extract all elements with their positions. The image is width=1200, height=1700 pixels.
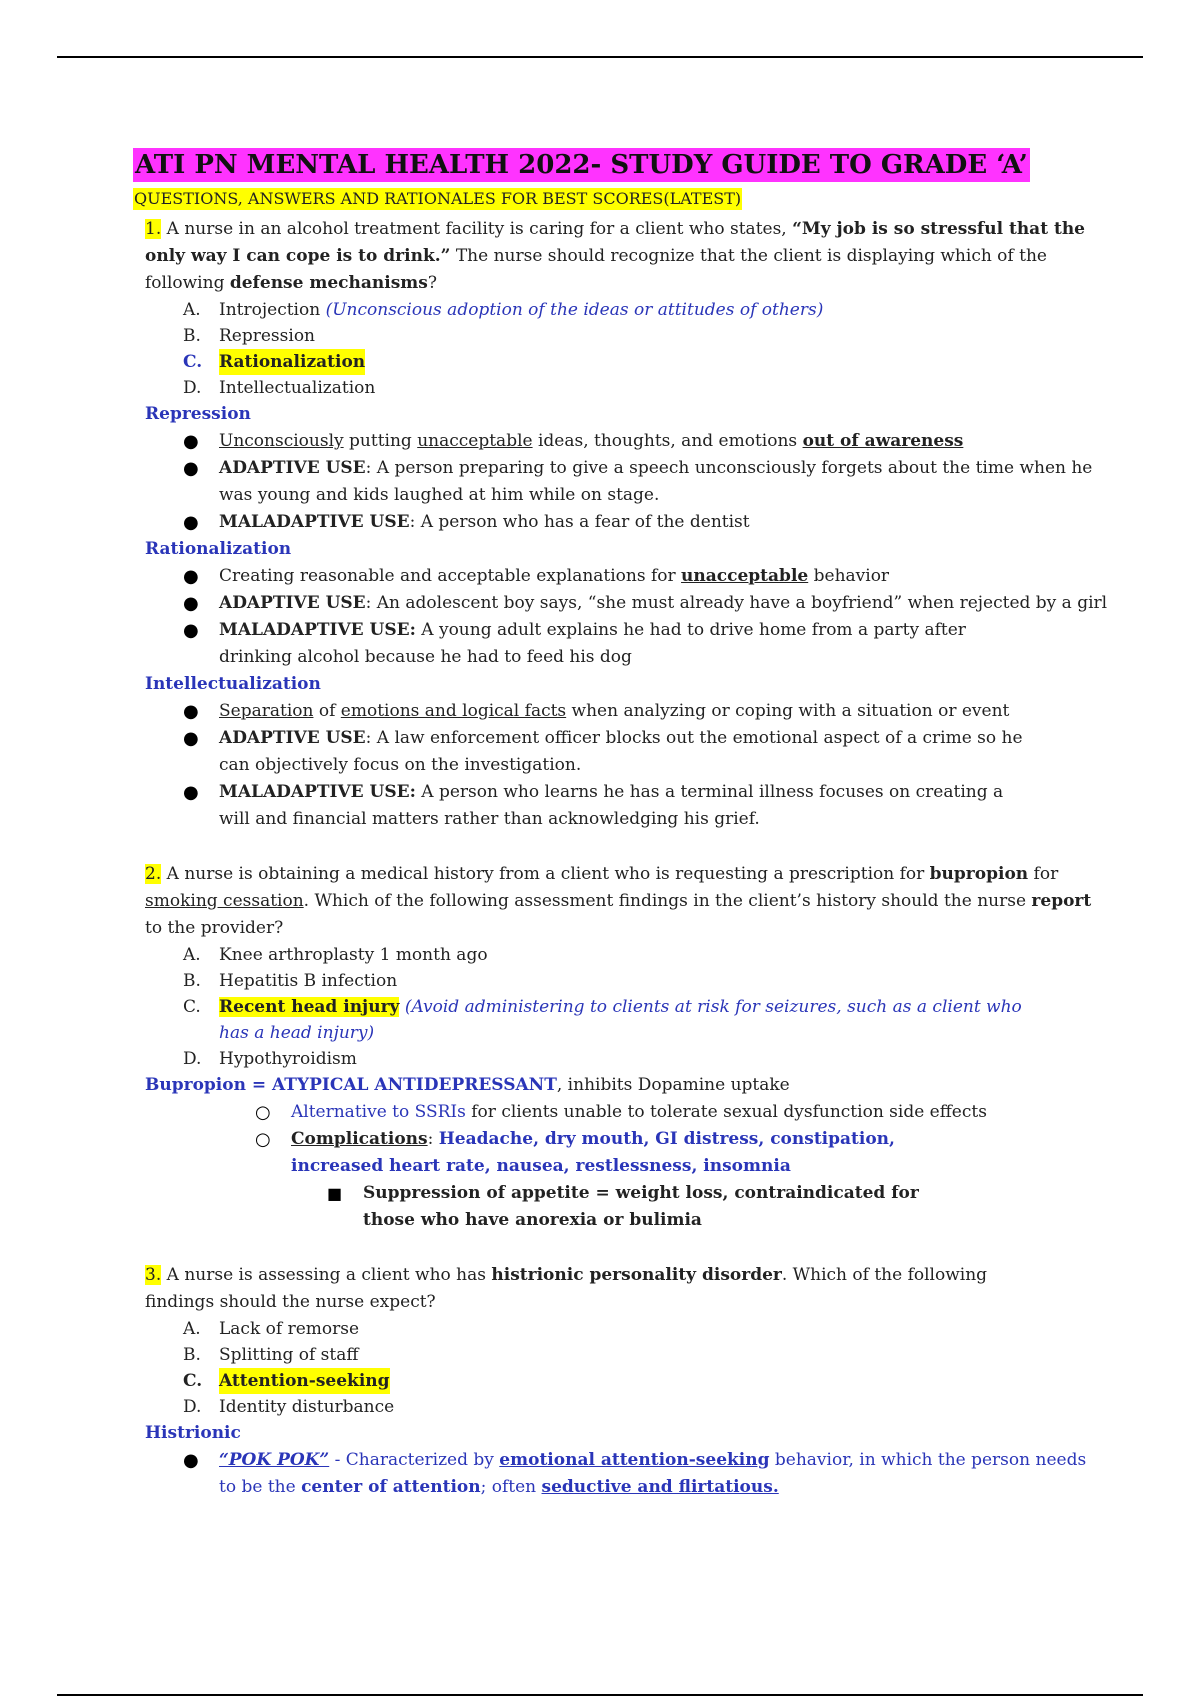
bupropion-list (133, 1099, 1093, 1180)
question-1-options (183, 297, 1093, 401)
bottom-rule (57, 1694, 1143, 1696)
option-b: B. Hepatitis B infection (183, 971, 398, 991)
list-item: ● Unconsciously putting unacceptable ideas, thoughts, and emotions out of awareness (183, 428, 1093, 455)
list-item: ● Separation of emotions and logical facts when analyzing or coping with a situation or event (183, 698, 1093, 725)
option-a: A. Lack of remorse (183, 1319, 360, 1339)
section-heading-rationalization: Rationalization (145, 539, 292, 559)
list-item: ● MALADAPTIVE USE: A young adult explains he had to drive home from a party after drinking alcohol because he had to feed his dog (183, 617, 1093, 671)
option-a: A. Introjection (Unconscious adoption of the ideas or attitudes of others) (183, 300, 824, 320)
histrionic-list (133, 1447, 1093, 1501)
option-a: A. Knee arthroplasty 1 month ago (183, 945, 488, 965)
page-title: ATI PN MENTAL HEALTH 2022- STUDY GUIDE TO GRADE ‘A’ (135, 150, 1028, 180)
list-item: ○ Alternative to SSRIs for clients unable to tolerate sexual dysfunction side effects (255, 1099, 1093, 1126)
option-c-correct: C. Recent head injury (Avoid administering to clients at risk for seizures, such as a client who has a head injury) (183, 997, 1022, 1043)
list-item: ● “POK POK” - Characterized by emotional attention-seeking behavior, in which the person needs to be the center of attention; often seductive and flirtatious. (183, 1447, 1093, 1501)
list-item: ● ADAPTIVE USE: A law enforcement officer blocks out the emotional aspect of a crime so he can objectively focus on the investigation. (183, 725, 1093, 779)
question-3-options (183, 1316, 1093, 1420)
option-d: D. Intellectualization (183, 378, 376, 398)
rationalization-list (133, 563, 1108, 671)
question-1: 1. A nurse in an alcohol treatment facility is caring for a client who states, “My job is so stressful that the only way I can cope is to drink.” The nurse should recognize that the client is displaying which of the following defense mechanisms? (145, 219, 1086, 293)
option-c-correct: C. Rationalization (183, 349, 1093, 375)
list-item: ■ Suppression of appetite = weight loss, contraindicated for those who have anorexia or bulimia (327, 1180, 1093, 1234)
list-item: ● ADAPTIVE USE: A person preparing to give a speech unconsciously forgets about the time when he was young and kids laughed at him while on stage. (183, 455, 1093, 509)
bupropion-sublist (133, 1180, 1093, 1234)
question-3: 3. A nurse is assessing a client who has histrionic personality disorder. Which of the following findings should the nurse expect? (145, 1265, 988, 1312)
section-heading-histrionic: Histrionic (145, 1423, 241, 1443)
question-2-options (183, 942, 1093, 1072)
option-d: D. Identity disturbance (183, 1397, 395, 1417)
option-d: D. Hypothyroidism (183, 1049, 357, 1069)
option-c-correct: C. Attention-seeking (183, 1368, 1093, 1394)
list-item: ● ADAPTIVE USE: An adolescent boy says, “she must already have a boyfriend” when rejected by a girl (183, 590, 1093, 617)
page-subtitle: QUESTIONS, ANSWERS AND RATIONALES FOR BEST SCORES(LATEST) (134, 189, 742, 208)
intellectualization-list (133, 698, 1093, 833)
repression-list (133, 428, 1093, 536)
option-b: B. Splitting of staff (183, 1345, 359, 1365)
section-heading-intellectualization: Intellectualization (145, 674, 321, 694)
question-2: 2. A nurse is obtaining a medical history from a client who is requesting a prescription for bupropion for smoking cessation. Which of the following assessment findings in the client’s history should the nurse report to the provider? (145, 864, 1092, 938)
list-item: ○ Complications: Headache, dry mouth, GI distress, constipation, increased heart rate, nausea, restlessness, insomnia (255, 1126, 1093, 1180)
option-b: B. Repression (183, 326, 315, 346)
top-rule (57, 56, 1143, 58)
bupropion-summary: Bupropion = ATYPICAL ANTIDEPRESSANT, inhibits Dopamine uptake (145, 1075, 790, 1095)
document-body (133, 148, 1108, 1501)
list-item: ● MALADAPTIVE USE: A person who learns he has a terminal illness focuses on creating a will and financial matters rather than acknowledging his grief. (183, 779, 1093, 833)
list-item: ● MALADAPTIVE USE: A person who has a fear of the dentist (183, 509, 1093, 536)
section-heading-repression: Repression (145, 404, 251, 424)
list-item: ● Creating reasonable and acceptable explanations for unacceptable behavior (183, 563, 1093, 590)
